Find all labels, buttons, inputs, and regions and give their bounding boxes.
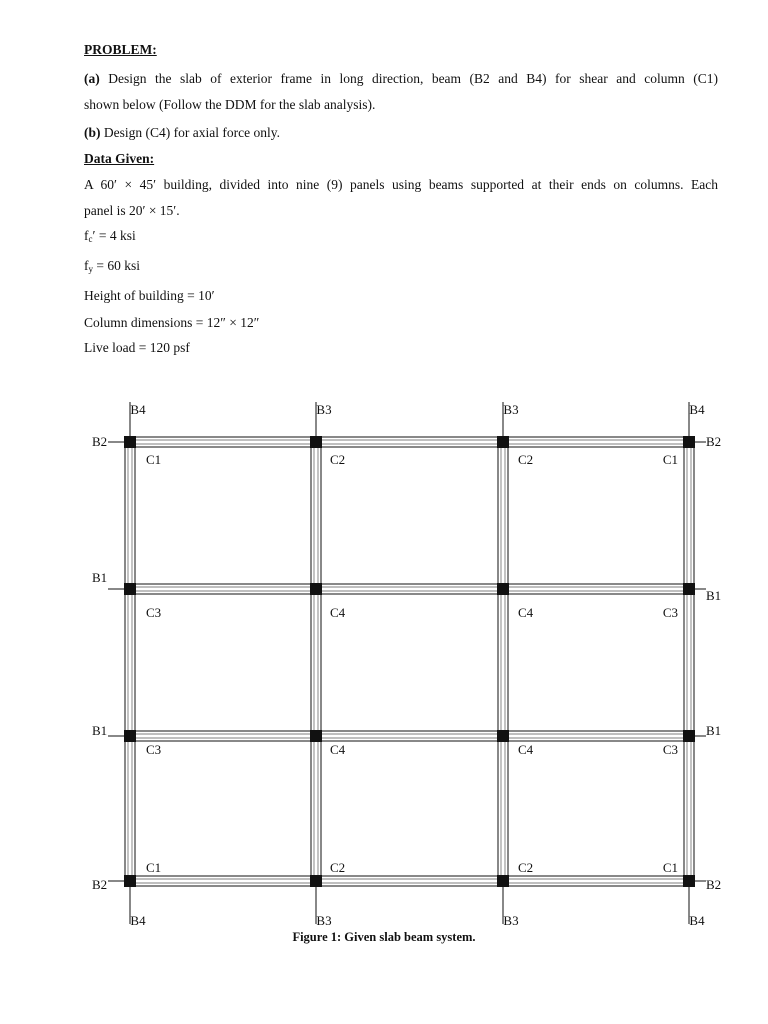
part-b-text: Design (C4) for axial force only. <box>103 125 280 140</box>
column-1-1 <box>124 436 136 448</box>
left-beam-label-4: B2 <box>92 877 108 892</box>
column-label-3-4: C3 <box>662 742 678 757</box>
fc-value: ′ = 4 ksi <box>92 228 136 243</box>
column-3-4 <box>683 730 695 742</box>
part-a-label: (a) <box>84 71 100 86</box>
column-4-3 <box>497 875 509 887</box>
column-label-2-1: C3 <box>146 605 162 620</box>
column-1-3 <box>497 436 509 448</box>
bottom-beam-label-3: B3 <box>503 913 519 928</box>
live-load-line: Live load = 120 psf <box>84 340 190 355</box>
bottom-beam-label-4: B4 <box>689 913 705 928</box>
right-beam-label-4: B2 <box>706 877 722 892</box>
left-beam-label-3: B1 <box>92 723 108 738</box>
fc-subscript: c <box>88 234 93 244</box>
column-label-2-2: C4 <box>330 605 346 620</box>
column-1-2 <box>310 436 322 448</box>
right-beam-label-2: B1 <box>706 588 722 603</box>
column-2-2 <box>310 583 322 595</box>
column-label-3-2: C4 <box>330 742 346 757</box>
left-beam-label-1: B2 <box>92 434 108 449</box>
column-label-1-4: C1 <box>662 452 678 467</box>
fy-symbol: f <box>84 258 89 273</box>
column-2-4 <box>683 583 695 595</box>
column-4-4 <box>683 875 695 887</box>
column-label-3-3: C4 <box>518 742 534 757</box>
column-4-2 <box>310 875 322 887</box>
figure-caption: Figure 1: Given slab beam system. <box>292 930 476 944</box>
fy-value: = 60 ksi <box>93 258 140 273</box>
problem-heading: PROBLEM: <box>84 42 157 57</box>
top-beam-label-4: B4 <box>689 402 705 417</box>
column-3-2 <box>310 730 322 742</box>
column-label-4-2: C2 <box>330 860 346 875</box>
column-label-4-4: C1 <box>662 860 678 875</box>
data-given-heading: Data Given: <box>84 151 155 166</box>
column-label-1-3: C2 <box>518 452 534 467</box>
right-beam-label-3: B1 <box>706 723 722 738</box>
bottom-beam-label-2: B3 <box>316 913 332 928</box>
column-4-1 <box>124 875 136 887</box>
top-beam-label-1: B4 <box>130 402 146 417</box>
column-3-3 <box>497 730 509 742</box>
building-line-2: panel is 20′ × 15′. <box>84 203 180 218</box>
part-a-text-1: Design the slab of exterior frame in long direction, beam (B2 and B4) for shear and column (C1) <box>108 71 719 86</box>
column-label-4-3: C2 <box>518 860 534 875</box>
column-2-3 <box>497 583 509 595</box>
left-beam-label-2: B1 <box>92 570 108 585</box>
top-beam-label-3: B3 <box>503 402 519 417</box>
column-2-1 <box>124 583 136 595</box>
column-label-1-2: C2 <box>330 452 346 467</box>
column-dimensions-line: Column dimensions = 12″ × 12″ <box>84 315 260 330</box>
column-label-4-1: C1 <box>146 860 162 875</box>
top-beam-label-2: B3 <box>316 402 332 417</box>
bottom-beam-label-1: B4 <box>130 913 146 928</box>
column-label-2-3: C4 <box>518 605 534 620</box>
fc-symbol: f <box>84 228 89 243</box>
part-b-label: (b) <box>84 125 101 140</box>
right-beam-label-1: B2 <box>706 434 722 449</box>
part-a-line-2: shown below (Follow the DDM for the slab analysis). <box>84 97 376 112</box>
column-label-2-4: C3 <box>662 605 678 620</box>
column-label-3-1: C3 <box>146 742 162 757</box>
column-label-1-1: C1 <box>146 452 162 467</box>
column-1-4 <box>683 436 695 448</box>
column-3-1 <box>124 730 136 742</box>
fy-subscript: y <box>88 264 93 274</box>
height-line: Height of building = 10′ <box>84 288 215 303</box>
building-line-1: A 60′ × 45′ building, divided into nine (9) panels using beams supported at their ends on columns. Each <box>84 177 718 192</box>
